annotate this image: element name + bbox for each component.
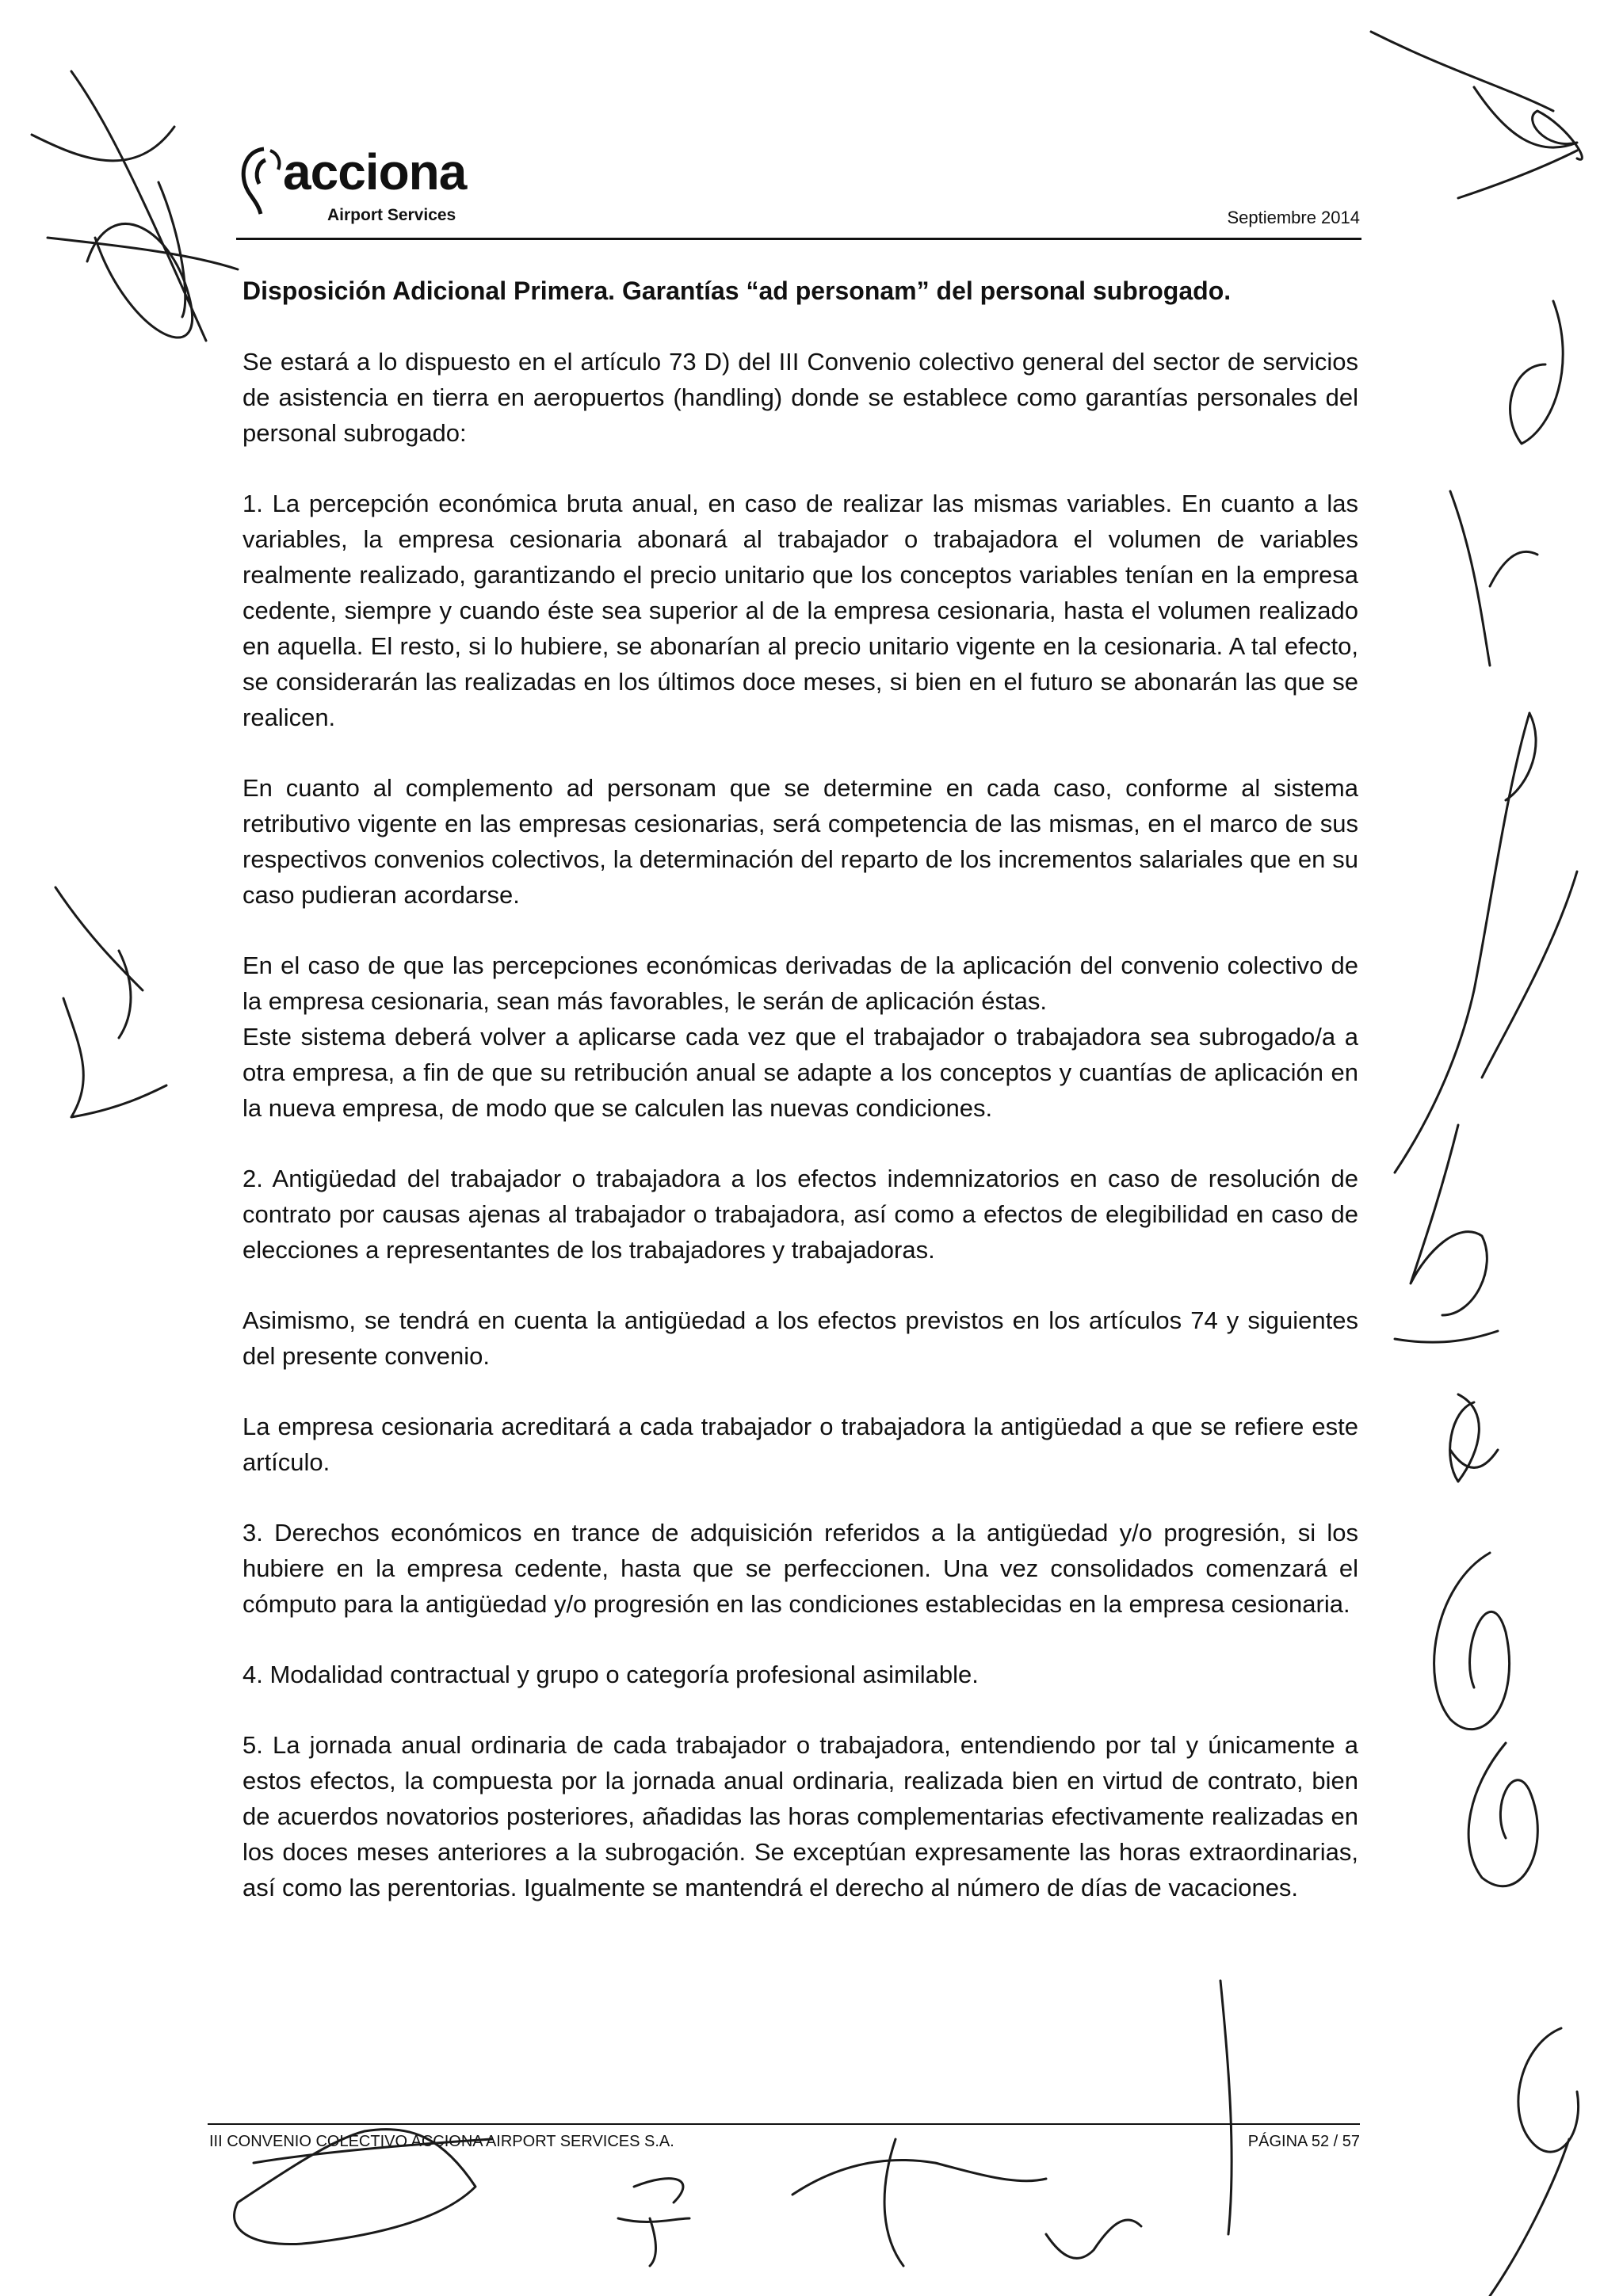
section-heading: Disposición Adicional Primera. Garantías “ad personam” del personal subrogado. bbox=[242, 277, 1232, 305]
paragraph-sistema: Este sistema deberá volver a aplicarse cada vez que el trabajador o trabajadora sea subrogado/a a otra empresa, a fin de que su retribución anual se adapte a los conceptos y cuantías de aplicación en la nueva empresa, de modo que se calculen las nuevas condiciones. bbox=[242, 1023, 1358, 1122]
paragraph-favorables: En el caso de que las percepciones económicas derivadas de la aplicación del convenio colectivo de la empresa cesionaria, sean más favorables, le serán de aplicación éstas. bbox=[242, 952, 1358, 1015]
signature-right-5 bbox=[1434, 1553, 1538, 1886]
signature-right-1 bbox=[1450, 301, 1563, 666]
signature-top-right bbox=[1371, 32, 1582, 198]
acciona-logo-icon bbox=[234, 143, 289, 230]
header-divider bbox=[236, 238, 1361, 240]
page-number: PÁGINA 52 / 57 bbox=[1247, 2133, 1360, 2150]
paragraph-item-5: 5. La jornada anual ordinaria de cada trabajador o trabajadora, entendiendo por tal y únicamente a estos efectos, la compuesta por la jornada anual ordinaria, realizada bien en virtud de contrato, bien de acuerdos novatorios posteriores, añadidas las horas complementarias efectivamente realizadas en los doces meses anteriores a la subrogación. Se exceptúan expresamente las horas extraordinarias, así como las perentorias. Igualmente se mantendrá el derecho al número de días de vacaciones. bbox=[242, 1731, 1358, 1901]
paragraph-item-4: 4. Modalidad contractual y grupo o categoría profesional asimilable. bbox=[242, 1661, 979, 1688]
header-date: Septiembre 2014 bbox=[1227, 208, 1360, 227]
logo-subtitle: Airport Services bbox=[327, 206, 456, 224]
document-body bbox=[242, 273, 1358, 1940]
paragraph-acreditara: La empresa cesionaria acreditará a cada trabajador o trabajadora la antigüedad a que se refiere este artículo. bbox=[242, 1413, 1358, 1476]
paragraph-ad-personam: En cuanto al complemento ad personam que se determine en cada caso, conforme al sistema retributivo vigente en las empresas cesionarias, será competencia de las mismas, en el marco de sus respectivos convenios colectivos, la determinación del reparto de los incrementos salariales que en su caso pudieran acordarse. bbox=[242, 774, 1358, 909]
paragraph-intro: Se estará a lo dispuesto en el artículo 73 D) del III Convenio colectivo general del sector de servicios de asistencia en tierra en aeropuertos (handling) donde se establece como garantías personales del personal subrogado: bbox=[242, 348, 1358, 447]
signature-left-mid bbox=[55, 887, 166, 1117]
signature-bottom-mid bbox=[618, 2179, 689, 2266]
signature-right-3 bbox=[1395, 1125, 1498, 1342]
paragraph-asimismo: Asimismo, se tendrá en cuenta la antigüedad a los efectos previstos en los artículos 74 y siguientes del presente convenio. bbox=[242, 1306, 1358, 1370]
signature-right-2 bbox=[1395, 713, 1577, 1173]
logo-wordmark: acciona bbox=[283, 143, 467, 200]
signature-right-6 bbox=[1490, 2028, 1579, 2296]
footer-divider bbox=[208, 2123, 1360, 2125]
company-logo bbox=[234, 127, 519, 238]
signature-top-left bbox=[32, 71, 238, 341]
paragraph-item-2: 2. Antigüedad del trabajador o trabajadora a los efectos indemnizatorios en caso de resolución de contrato por causas ajenas al trabajador o trabajadora, así como a efectos de elegibilidad en caso de elecciones a representantes de los trabajadores y trabajadoras. bbox=[242, 1165, 1358, 1264]
signature-right-4 bbox=[1450, 1394, 1498, 1482]
paragraph-item-3: 3. Derechos económicos en trance de adquisición referidos a la antigüedad y/o progresión, si los hubiere en la empresa cedente, hasta que se perfeccionen. Una vez consolidados comenzará el cómputo para la antigüedad y/o progresión en las condiciones establecidas en la empresa cesionaria. bbox=[242, 1519, 1358, 1618]
paragraph-item-1: 1. La percepción económica bruta anual, en caso de realizar las mismas variables. En cuanto a las variables, la empresa cesionaria abonará al trabajador o trabajadora el volumen de variables realmente realizado, garantizando el precio unitario que los conceptos variables tenían en la empresa cedente, siempre y cuando éste sea superior al de la empresa cesionaria, hasta el volumen realizado en aquella. El resto, si lo hubiere, se abonarían al precio unitario vigente en la cesionaria. A tal efecto, se considerarán las realizadas en los últimos doce meses, si bien en el futuro se abonarán las que se realicen. bbox=[242, 490, 1358, 731]
footer-title: III CONVENIO COLECTIVO ACCIONA AIRPORT SERVICES S.A. bbox=[209, 2133, 674, 2150]
